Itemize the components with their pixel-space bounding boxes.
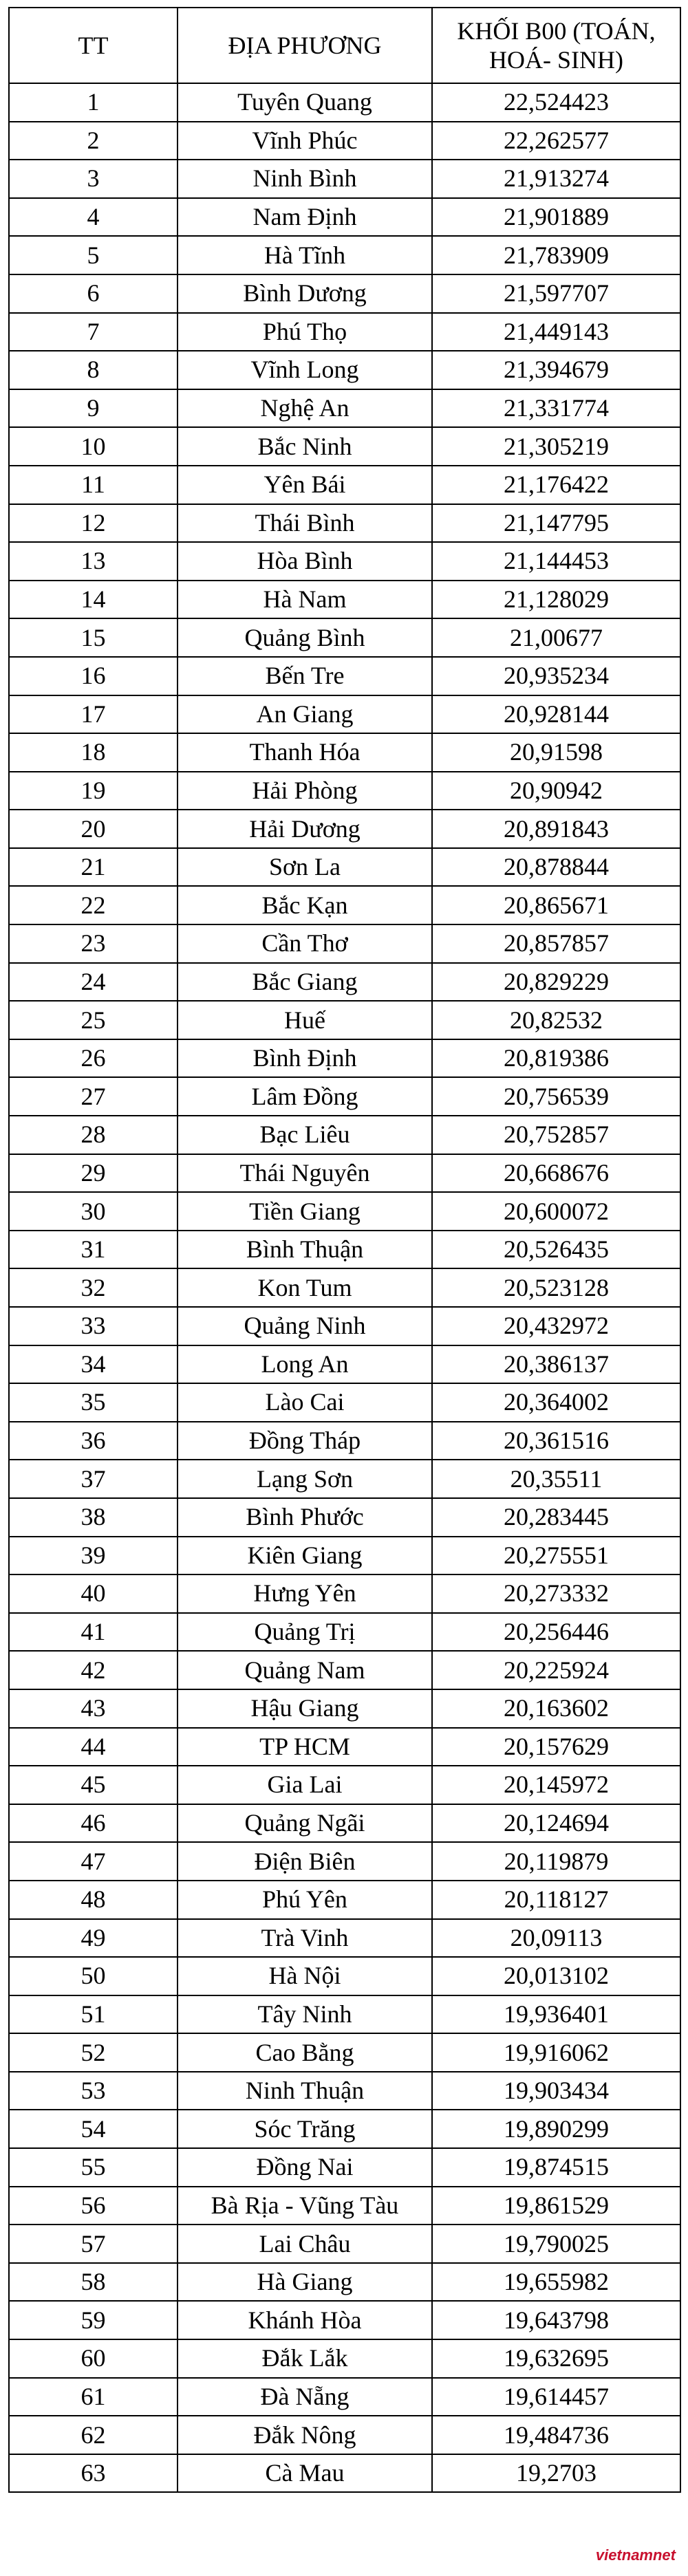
table-row [9,1728,680,1766]
table-row [9,657,680,695]
table-row [9,466,680,504]
cell-score: 21,783909 [432,236,680,274]
cell-score: 20,752857 [432,1116,680,1154]
cell-tt: 61 [9,2378,178,2416]
cell-tt: 17 [9,695,178,734]
cell-score: 20,600072 [432,1192,680,1231]
watermark-logo: vietnamnet [595,2546,676,2564]
table-row [9,1689,680,1728]
table-row [9,581,680,619]
cell-province: Hải Dương [178,810,432,848]
cell-province: Hà Giang [178,2263,432,2302]
cell-tt: 22 [9,886,178,924]
cell-tt: 30 [9,1192,178,1231]
cell-score: 20,857857 [432,924,680,963]
cell-score: 20,829229 [432,963,680,1002]
cell-province: Đồng Nai [178,2148,432,2187]
table-row [9,236,680,274]
cell-tt: 51 [9,1995,178,2034]
cell-province: Kon Tum [178,1268,432,1307]
cell-score: 20,756539 [432,1077,680,1116]
cell-province: Nam Định [178,198,432,237]
table-row [9,1957,680,1995]
table-row [9,963,680,1002]
table-row [9,2148,680,2187]
cell-score: 19,916062 [432,2033,680,2072]
cell-tt: 59 [9,2301,178,2339]
table-row [9,2033,680,2072]
cell-tt: 29 [9,1154,178,1193]
table-row [9,313,680,351]
cell-province: Lâm Đồng [178,1077,432,1116]
cell-tt: 2 [9,122,178,160]
table-row [9,1995,680,2034]
cell-score: 22,524423 [432,83,680,122]
cell-score: 20,82532 [432,1001,680,1039]
cell-tt: 12 [9,504,178,543]
cell-score: 20,91598 [432,733,680,772]
cell-province: Quảng Trị [178,1613,432,1652]
cell-province: Ninh Bình [178,160,432,198]
table-row [9,351,680,389]
cell-score: 21,147795 [432,504,680,543]
cell-tt: 62 [9,2416,178,2454]
cell-province: Kiên Giang [178,1537,432,1575]
cell-tt: 63 [9,2454,178,2493]
table-row [9,1651,680,1689]
header-score [432,8,680,83]
table-row [9,1537,680,1575]
cell-province: Thái Nguyên [178,1154,432,1193]
cell-score: 20,256446 [432,1613,680,1652]
table-row [9,733,680,772]
cell-province: Hà Tĩnh [178,236,432,274]
cell-tt: 16 [9,657,178,695]
table-row [9,2416,680,2454]
cell-score: 19,890299 [432,2110,680,2148]
table-row [9,1192,680,1231]
table-row [9,1919,680,1958]
cell-province: Đà Nẵng [178,2378,432,2416]
cell-score: 20,865671 [432,886,680,924]
cell-score: 21,331774 [432,389,680,428]
cell-score: 20,935234 [432,657,680,695]
table-row [9,1613,680,1652]
cell-province: Đắk Nông [178,2416,432,2454]
cell-tt: 53 [9,2072,178,2110]
cell-tt: 20 [9,810,178,848]
cell-tt: 25 [9,1001,178,1039]
header-row [9,8,680,83]
cell-tt: 48 [9,1881,178,1919]
cell-province: Bạc Liêu [178,1116,432,1154]
cell-tt: 58 [9,2263,178,2302]
cell-tt: 43 [9,1689,178,1728]
cell-province: Thanh Hóa [178,733,432,772]
cell-province: Cà Mau [178,2454,432,2493]
table-row [9,122,680,160]
cell-tt: 10 [9,427,178,466]
cell-score: 20,668676 [432,1154,680,1193]
cell-tt: 8 [9,351,178,389]
table-row [9,2187,680,2225]
cell-tt: 5 [9,236,178,274]
cell-tt: 54 [9,2110,178,2148]
cell-score: 19,903434 [432,2072,680,2110]
table-row [9,274,680,313]
cell-province: Bình Thuận [178,1231,432,1269]
cell-province: Tiền Giang [178,1192,432,1231]
cell-tt: 52 [9,2033,178,2072]
cell-province: Tây Ninh [178,1995,432,2034]
cell-tt: 18 [9,733,178,772]
cell-score: 20,364002 [432,1383,680,1422]
cell-score: 20,878844 [432,848,680,887]
cell-score: 21,597707 [432,274,680,313]
cell-province: Bình Dương [178,274,432,313]
table-row [9,504,680,543]
cell-province: Yên Bái [178,466,432,504]
cell-province: Khánh Hòa [178,2301,432,2339]
cell-province: Hậu Giang [178,1689,432,1728]
cell-province: Quảng Ngãi [178,1804,432,1843]
cell-score: 20,386137 [432,1345,680,1384]
cell-tt: 40 [9,1574,178,1613]
cell-tt: 15 [9,618,178,657]
cell-province: Quảng Nam [178,1651,432,1689]
table-row [9,1766,680,1804]
table-row [9,2301,680,2339]
table-row [9,542,680,581]
cell-tt: 35 [9,1383,178,1422]
header-province: ĐỊA PHƯƠNG [178,8,432,83]
table-row [9,2454,680,2493]
cell-tt: 31 [9,1231,178,1269]
cell-tt: 1 [9,83,178,122]
cell-province: Bến Tre [178,657,432,695]
table-row [9,848,680,887]
cell-province: Sơn La [178,848,432,887]
cell-province: Gia Lai [178,1766,432,1804]
cell-province: Vĩnh Long [178,351,432,389]
cell-province: Hà Nam [178,581,432,619]
table-row [9,1383,680,1422]
cell-score: 20,928144 [432,695,680,734]
ranking-table [8,7,681,2493]
cell-province: Bắc Ninh [178,427,432,466]
cell-score: 19,643798 [432,2301,680,2339]
table-row [9,1498,680,1537]
cell-score: 21,913274 [432,160,680,198]
cell-tt: 49 [9,1919,178,1958]
table-row [9,1881,680,1919]
cell-province: Phú Yên [178,1881,432,1919]
cell-province: Tuyên Quang [178,83,432,122]
table-row [9,1231,680,1269]
table-row [9,1039,680,1078]
header-tt: TT [9,8,178,83]
cell-score: 21,449143 [432,313,680,351]
cell-score: 20,118127 [432,1881,680,1919]
table-row [9,2263,680,2302]
cell-score: 20,157629 [432,1728,680,1766]
cell-province: Lào Cai [178,1383,432,1422]
cell-tt: 24 [9,963,178,1002]
cell-score: 20,163602 [432,1689,680,1728]
cell-tt: 27 [9,1077,178,1116]
cell-tt: 14 [9,581,178,619]
table-row [9,810,680,848]
cell-province: Nghệ An [178,389,432,428]
cell-tt: 42 [9,1651,178,1689]
table-row [9,1574,680,1613]
cell-tt: 46 [9,1804,178,1843]
table-row [9,924,680,963]
table-row [9,1001,680,1039]
cell-province: Bắc Giang [178,963,432,1002]
cell-score: 21,305219 [432,427,680,466]
header-score-line2: HOÁ- SINH) [489,46,623,74]
table-row [9,1116,680,1154]
cell-score: 20,275551 [432,1537,680,1575]
cell-score: 21,394679 [432,351,680,389]
cell-tt: 41 [9,1613,178,1652]
cell-score: 20,225924 [432,1651,680,1689]
ranking-table-container [8,7,680,2493]
cell-province: TP HCM [178,1728,432,1766]
cell-tt: 57 [9,2225,178,2263]
cell-score: 19,614457 [432,2378,680,2416]
cell-score: 20,145972 [432,1766,680,1804]
cell-score: 19,2703 [432,2454,680,2493]
cell-tt: 36 [9,1422,178,1460]
cell-province: Huế [178,1001,432,1039]
cell-score: 20,523128 [432,1268,680,1307]
table-row [9,772,680,810]
cell-score: 19,484736 [432,2416,680,2454]
cell-score: 19,790025 [432,2225,680,2263]
cell-tt: 45 [9,1766,178,1804]
cell-score: 20,526435 [432,1231,680,1269]
table-row [9,695,680,734]
cell-score: 21,144453 [432,542,680,581]
cell-province: Vĩnh Phúc [178,122,432,160]
cell-province: Đồng Tháp [178,1422,432,1460]
table-row [9,1345,680,1384]
table-row [9,1460,680,1498]
table-row [9,1307,680,1345]
cell-province: Cần Thơ [178,924,432,963]
cell-score: 20,09113 [432,1919,680,1958]
cell-province: Lai Châu [178,2225,432,2263]
cell-score: 20,819386 [432,1039,680,1078]
cell-score: 19,874515 [432,2148,680,2187]
cell-province: Sóc Trăng [178,2110,432,2148]
cell-province: Quảng Bình [178,618,432,657]
cell-tt: 32 [9,1268,178,1307]
table-row [9,1842,680,1881]
cell-tt: 9 [9,389,178,428]
cell-province: Hải Phòng [178,772,432,810]
cell-tt: 56 [9,2187,178,2225]
cell-tt: 37 [9,1460,178,1498]
cell-tt: 28 [9,1116,178,1154]
cell-province: Bà Rịa - Vũng Tàu [178,2187,432,2225]
cell-tt: 50 [9,1957,178,1995]
cell-score: 20,361516 [432,1422,680,1460]
cell-score: 21,128029 [432,581,680,619]
cell-tt: 19 [9,772,178,810]
cell-tt: 44 [9,1728,178,1766]
cell-tt: 21 [9,848,178,887]
cell-province: Bắc Kạn [178,886,432,924]
cell-province: Quảng Ninh [178,1307,432,1345]
cell-province: Bình Phước [178,1498,432,1537]
cell-province: Điện Biên [178,1842,432,1881]
cell-tt: 13 [9,542,178,581]
cell-province: Lạng Sơn [178,1460,432,1498]
table-row [9,618,680,657]
cell-score: 20,90942 [432,772,680,810]
cell-province: Ninh Thuận [178,2072,432,2110]
cell-province: Phú Thọ [178,313,432,351]
cell-score: 19,632695 [432,2339,680,2378]
table-row [9,2378,680,2416]
table-row [9,1268,680,1307]
cell-province: Long An [178,1345,432,1384]
cell-score: 21,176422 [432,466,680,504]
cell-province: Hà Nội [178,1957,432,1995]
table-row [9,83,680,122]
table-row [9,1804,680,1843]
cell-score: 20,35511 [432,1460,680,1498]
cell-province: Cao Bằng [178,2033,432,2072]
header-score-line1: KHỐI B00 (TOÁN, [457,17,656,45]
cell-tt: 23 [9,924,178,963]
cell-tt: 11 [9,466,178,504]
table-row [9,198,680,237]
table-row [9,2110,680,2148]
table-row [9,2339,680,2378]
table-row [9,2225,680,2263]
cell-score: 20,273332 [432,1574,680,1613]
cell-score: 20,124694 [432,1804,680,1843]
cell-score: 20,283445 [432,1498,680,1537]
cell-score: 21,00677 [432,618,680,657]
cell-score: 21,901889 [432,198,680,237]
table-row [9,886,680,924]
cell-province: Hòa Bình [178,542,432,581]
cell-tt: 7 [9,313,178,351]
cell-tt: 38 [9,1498,178,1537]
cell-tt: 60 [9,2339,178,2378]
cell-score: 22,262577 [432,122,680,160]
cell-province: Trà Vinh [178,1919,432,1958]
cell-province: Thái Bình [178,504,432,543]
cell-province: Đắk Lắk [178,2339,432,2378]
table-row [9,427,680,466]
cell-score: 20,013102 [432,1957,680,1995]
table-row [9,1154,680,1193]
table-row [9,1422,680,1460]
cell-tt: 47 [9,1842,178,1881]
cell-score: 19,655982 [432,2263,680,2302]
table-row [9,389,680,428]
cell-tt: 33 [9,1307,178,1345]
cell-score: 19,936401 [432,1995,680,2034]
cell-score: 20,119879 [432,1842,680,1881]
cell-tt: 4 [9,198,178,237]
cell-tt: 3 [9,160,178,198]
cell-province: An Giang [178,695,432,734]
cell-tt: 6 [9,274,178,313]
cell-tt: 26 [9,1039,178,1078]
cell-tt: 55 [9,2148,178,2187]
cell-score: 19,861529 [432,2187,680,2225]
cell-province: Bình Định [178,1039,432,1078]
cell-province: Hưng Yên [178,1574,432,1613]
table-row [9,1077,680,1116]
cell-tt: 34 [9,1345,178,1384]
table-row [9,2072,680,2110]
cell-score: 20,432972 [432,1307,680,1345]
cell-score: 20,891843 [432,810,680,848]
table-row [9,160,680,198]
table-body [9,83,680,2492]
cell-tt: 39 [9,1537,178,1575]
